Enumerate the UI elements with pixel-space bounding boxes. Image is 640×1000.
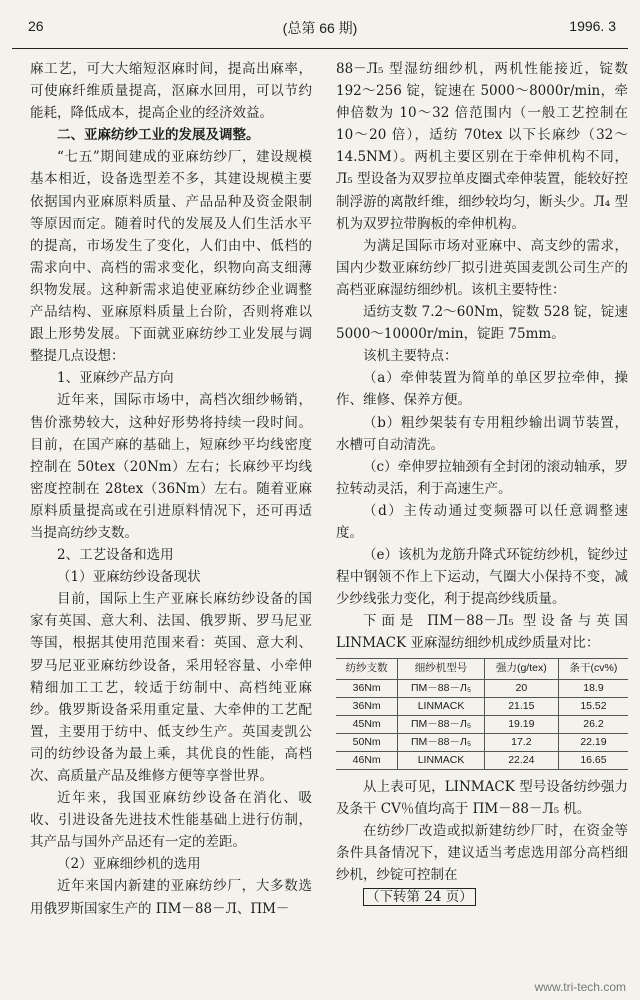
table-cell: 19.19 <box>484 715 558 733</box>
table-row <box>336 733 628 751</box>
paragraph: 为满足国际市场对亚麻中、高支纱的需求，国内少数亚麻纺纱厂拟引进英国麦凯公司生产的高档亚麻湿纺细纱机。该机主要特性： <box>336 237 628 298</box>
table-cell: 50Nm <box>336 733 398 751</box>
table-row <box>336 679 628 697</box>
table-cell: 36Nm <box>336 697 398 715</box>
table-cell: 18.9 <box>558 679 628 697</box>
table-header-cell: 强力(g/tex) <box>484 658 558 679</box>
table-row <box>336 697 628 715</box>
paragraph: （e）该机为龙筋升降式环锭纺纱机，锭纱过程中钢领不作上下运动，气圈大小保持不变，减少纱线张力变化，利于提高纱线质量。 <box>336 547 628 608</box>
page-header <box>12 4 628 49</box>
table-cell: 46Nm <box>336 751 398 769</box>
paragraph: （a）牵伸装置为简单的单区罗拉牵伸，操作、维修、保养方便。 <box>336 370 628 409</box>
right-column <box>336 58 628 908</box>
table-cell: LINMACK <box>398 697 485 715</box>
paragraph: （d）主传动通过变频器可以任意调整速度。 <box>336 502 628 541</box>
table-cell: 16.65 <box>558 751 628 769</box>
issue-label: (总第 66 期) <box>282 20 358 36</box>
table-cell: 17.2 <box>484 733 558 751</box>
subsection-heading: 1、亚麻纱产品方向 <box>57 370 174 387</box>
quality-comparison-table <box>336 658 628 770</box>
issue-date: 1996. 3 <box>569 18 616 34</box>
paragraph: 近年来，我国亚麻纺纱设备在消化、吸收、引进设备先进技术性能基础上进行仿制，其产品与国外产品还有一定的差距。 <box>30 790 312 851</box>
paragraph: 从上表可见，LINMACK 型号设备纺纱强力及条干 CV％值均高于 ПМ－88－Л₅ 机。 <box>336 778 628 817</box>
paragraph: 在纺纱厂改造或拟新建纺纱厂时，在资金等条件具备情况下，建议适当考虑选用部分高档细纱机，纱锭可控制在 <box>336 822 628 883</box>
paragraph: 下面是 ПМ－88－Л₅ 型设备与英国 LINMACK 亚麻湿纺细纱机成纱质量对比： <box>336 613 628 652</box>
paragraph: 该机主要特点： <box>363 348 458 365</box>
page-number: 26 <box>28 18 44 34</box>
table-header-cell: 纺纱支数 <box>336 658 398 679</box>
paragraph: “七五”期间建成的亚麻纺纱厂，建设规模基本相近，设备选型差不多，其建设规模主要依据国内亚麻原料质量、产品品种及资金限制等原因而定。随着时代的发展及人们生活水平的提高，市场发生了变化，人们由中、低档的需求向中、高档的需求变化，织物向高支细薄织物发展。这种新需求追使亚麻纺纱企业调整产品结构、亚麻原料质量上台阶，否则将难以跟上形势发展。下面就亚麻纺纱工业发展与调整提几点设想： <box>30 149 312 365</box>
table-cell: 21.15 <box>484 697 558 715</box>
table-cell: 45Nm <box>336 715 398 733</box>
paragraph: 麻工艺，可大大缩短沤麻时间，提高出麻率，可使麻纤维质量提高，沤麻水回用，可以节约能耗，降低成本，提高企业的经济效益。 <box>30 61 312 122</box>
table-header-row <box>336 658 628 679</box>
paragraph: （b）粗纱架装有专用粗纱输出调节装置，水槽可自动清洗。 <box>336 414 628 453</box>
table-cell: ПМ－88－Л₅ <box>398 715 485 733</box>
subsection-heading: 2、工艺设备和选用 <box>57 547 174 564</box>
table-cell: 26.2 <box>558 715 628 733</box>
table-header-cell: 细纱机型号 <box>398 658 485 679</box>
section-heading: 二、亚麻纺纱工业的发展及调整。 <box>57 127 260 144</box>
table-cell: LINMACK <box>398 751 485 769</box>
paragraph: 88－Л₅ 型湿纺细纱机，两机性能接近，锭数 192～256 锭，锭速在 5000～8000r/min，牵伸倍数为 10～32 倍范围内（一般工艺控制在 10～20 倍），适纺 70tex 以下长麻纱（32～14.5NM）。两机主要区别在于牵伸机构不同，Л₅ 型设备为双罗拉单皮圈式牵伸装置，能较好控制浮游的离散纤维，细纱较均匀，断头少。Л₄ 型机为双罗拉带胸板的牵伸机构。 <box>336 61 628 232</box>
paragraph: 适纺支数 7.2～60Nm，锭数 528 锭，锭速 5000～10000r/min，锭距 75mm。 <box>336 304 628 343</box>
paragraph: 近年来国内新建的亚麻纺纱厂，大多数选用俄罗斯国家生产的 ПМ－88－Л、ПМ－ <box>30 878 312 917</box>
table-header-cell: 条干(cv%) <box>558 658 628 679</box>
table-cell: 22.19 <box>558 733 628 751</box>
table-row <box>336 751 628 769</box>
table-row <box>336 715 628 733</box>
watermark: www.tri-tech.com <box>534 980 626 994</box>
table-cell: 20 <box>484 679 558 697</box>
table-cell: 15.52 <box>558 697 628 715</box>
left-column <box>30 58 312 920</box>
table-cell: ПМ－88－Л₅ <box>398 679 485 697</box>
paragraph: （c）牵伸罗拉轴颈有全封闭的滚动轴承，罗拉转动灵活，利于高速生产。 <box>336 458 628 497</box>
paragraph: 目前，国际上生产亚麻长麻纺纱设备的国家有英国、意大利、法国、俄罗斯、罗马尼亚等国，根据其使用范围来看：英国、意大利、罗马尼亚亚麻纺纱设备，采用轻容量、小牵伸精细加工工艺，较适于纺制中、高档纯亚麻纱。俄罗斯设备采用重定量、大牵伸的工艺配置，主要用于纺中、低支纱生产。英国麦凯公司的纺纱设备为最上乘，其优良的性能，高档次、高质量产品及维修方便等享誉世界。 <box>30 591 312 784</box>
continued-note: （下转第 24 页） <box>363 888 476 906</box>
table-cell: 36Nm <box>336 679 398 697</box>
table-cell: 22.24 <box>484 751 558 769</box>
subsection-heading: （1）亚麻纺纱设备现状 <box>57 569 201 586</box>
continued-line <box>336 886 628 908</box>
paragraph: 近年来，国际市场中，高档次细纱畅销，售价涨势较大，这种好形势将持续一段时间。目前，在国产麻的基础上，短麻纱平均线密度控制在 50tex（20Nm）左右；长麻纱平均线密度控制在 28tex（36Nm）左右。随着亚麻原料质量提高或在引进原料情况下，还可再适当提高纺纱支数。 <box>30 392 312 541</box>
table-cell: ПМ－88－Л₅ <box>398 733 485 751</box>
subsection-heading: （2）亚麻细纱机的选用 <box>57 856 201 873</box>
